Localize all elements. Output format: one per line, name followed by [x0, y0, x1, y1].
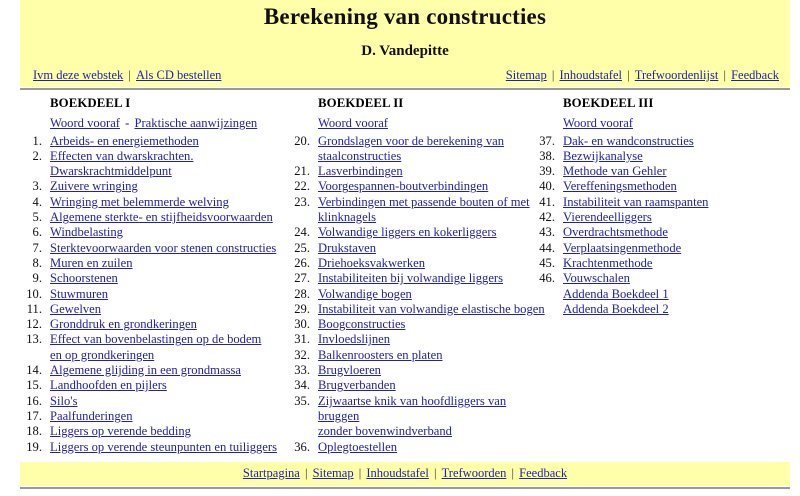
chapter-link-paalfunderingen[interactable]: Paalfunderingen — [50, 408, 133, 423]
chapter-number: 29. — [294, 301, 310, 316]
chapter-item — [22, 409, 307, 424]
chapter-link-dak-en-wandconstructies[interactable]: Dak- en wandconstructies — [563, 133, 694, 148]
chapter-item — [22, 332, 307, 363]
chapter-number: 25. — [294, 240, 310, 255]
addendum-link-addenda-boekdeel-2[interactable]: Addenda Boekdeel 2 — [563, 301, 669, 316]
header-divider — [20, 88, 790, 90]
chapter-number: 18. — [26, 424, 42, 439]
chapter-number: 9. — [32, 271, 42, 286]
chapter-number: 16. — [26, 393, 42, 408]
chapter-number: 38. — [539, 148, 555, 163]
column-title: BOEKDEEL III — [563, 96, 654, 110]
chapter-item — [22, 179, 307, 194]
chapter-link-cont-zonder-bovenwindverband[interactable]: zonder bovenwindverband — [318, 424, 452, 439]
chapter-item — [22, 378, 307, 393]
chapter-item — [290, 241, 545, 256]
chapter-item — [22, 363, 307, 378]
chapter-item — [535, 195, 795, 210]
chapter-list — [22, 134, 307, 455]
chapter-item — [22, 317, 307, 332]
chapter-link-voorgespannen-boutverbindingen[interactable]: Voorgespannen-boutverbindingen — [318, 179, 489, 194]
chapter-item — [290, 394, 545, 440]
chapter-link-effect-van-bovenbelastingen-op-de-bodem[interactable]: Effect van bovenbelastingen op de bodem — [50, 332, 262, 347]
chapter-link-cont-dwarskrachtmiddelpunt[interactable]: Dwarskrachtmiddelpunt — [50, 164, 172, 179]
chapter-link-boogconstructies[interactable]: Boogconstructies — [318, 317, 406, 332]
page-author: D. Vandepitte — [361, 43, 449, 59]
header-navbar — [20, 68, 790, 84]
footer-link-sitemap[interactable]: Sitemap — [312, 466, 354, 480]
chapter-number: 23. — [294, 194, 310, 209]
chapter-number: 21. — [294, 164, 310, 179]
chapter-link-algemene-glijding-in-een-grondmassa[interactable]: Algemene glijding in een grondmassa — [50, 363, 241, 378]
chapter-link-wringing-met-belemmerde-welving[interactable]: Wringing met belemmerde welving — [50, 194, 229, 209]
chapter-item — [22, 271, 307, 286]
header-link-ivm-deze-webstek[interactable]: Ivm deze webstek — [33, 68, 124, 82]
chapter-number: 34. — [294, 378, 310, 393]
chapter-item — [290, 317, 545, 332]
nav-separator: | — [125, 68, 135, 82]
chapter-number: 7. — [32, 240, 42, 255]
preface-link-woord-vooraf[interactable]: Woord vooraf — [563, 116, 633, 131]
chapter-number: 15. — [26, 378, 42, 393]
chapter-link-zijwaartse-knik-van-hoofdliggers-van-brugg[interactable]: Zijwaartse knik van hoofdliggers van bruggen — [318, 393, 507, 423]
chapter-number: 36. — [294, 439, 310, 454]
chapter-link-liggers-op-verende-steunpunten-en-tuiligge[interactable]: Liggers op verende steunpunten en tuiliggers — [50, 439, 277, 454]
chapter-link-sterktevoorwaarden-voor-stenen-constructie[interactable]: Sterktevoorwaarden voor stenen constructies — [50, 240, 277, 255]
chapter-number: 40. — [539, 179, 555, 194]
preface-links — [290, 116, 545, 133]
chapter-item — [290, 134, 545, 165]
chapter-number: 14. — [26, 363, 42, 378]
chapter-item — [535, 179, 795, 194]
chapter-item — [22, 440, 307, 455]
chapter-link-volwandige-liggers-en-kokerliggers[interactable]: Volwandige liggers en kokerliggers — [318, 225, 497, 240]
chapter-link-overdrachtsmethode[interactable]: Overdrachtsmethode — [563, 225, 668, 240]
chapter-item — [290, 348, 545, 363]
header-link-als-cd-bestellen[interactable]: Als CD bestellen — [136, 68, 222, 82]
chapter-item — [290, 363, 545, 378]
column-title: BOEKDEEL II — [318, 96, 404, 110]
chapter-link-liggers-op-verende-bedding[interactable]: Liggers op verende bedding — [50, 424, 191, 439]
header-banner — [20, 0, 790, 87]
chapter-number: 26. — [294, 255, 310, 270]
chapter-link-brugverbanden[interactable]: Brugverbanden — [318, 378, 396, 393]
chapter-number: 30. — [294, 317, 310, 332]
chapter-number: 43. — [539, 225, 555, 240]
chapter-item — [290, 179, 545, 194]
chapter-link-balkenroosters-en-platen[interactable]: Balkenroosters en platen — [318, 347, 443, 362]
chapter-link-oplegtoestellen[interactable]: Oplegtoestellen — [318, 439, 398, 454]
chapter-number: 12. — [26, 317, 42, 332]
chapter-item — [535, 149, 795, 164]
preface-links — [535, 116, 795, 133]
chapter-number: 4. — [32, 194, 42, 209]
chapter-number: 31. — [294, 332, 310, 347]
chapter-item — [22, 394, 307, 409]
footer-divider — [20, 487, 790, 489]
chapter-link-driehoeksvakwerken[interactable]: Driehoeksvakwerken — [318, 255, 426, 270]
footer-link-inhoudstafel[interactable]: Inhoudstafel — [366, 466, 429, 480]
chapter-link-cont-klinknagels[interactable]: klinknagels — [318, 210, 377, 225]
chapter-link-invloedslijnen[interactable]: Invloedslijnen — [318, 332, 391, 347]
chapter-item — [22, 149, 307, 180]
chapter-item — [290, 271, 545, 286]
chapter-link-algemene-sterkte-en-stijfheidsvoorwaarden[interactable]: Algemene sterkte- en stijfheidsvoorwaarden — [50, 210, 273, 225]
chapter-number: 20. — [294, 133, 310, 148]
chapter-item — [535, 225, 795, 240]
chapter-item — [535, 134, 795, 149]
chapter-item — [535, 164, 795, 179]
chapter-number: 3. — [32, 179, 42, 194]
chapter-number: 13. — [26, 332, 42, 347]
column-title: BOEKDEEL I — [50, 96, 131, 110]
chapter-link-vereffeningsmethoden[interactable]: Vereffeningsmethoden — [563, 179, 677, 194]
chapter-number: 32. — [294, 347, 310, 362]
chapter-number: 5. — [32, 210, 42, 225]
chapter-item — [290, 378, 545, 393]
chapter-number: 11. — [26, 301, 42, 316]
chapter-link-arbeids-en-energiemethoden[interactable]: Arbeids- en energiemethoden — [50, 133, 199, 148]
chapter-link-zuivere-wringing[interactable]: Zuivere wringing — [50, 179, 138, 194]
chapter-item — [290, 225, 545, 240]
footer-separator: | — [355, 466, 365, 480]
footer-separator: | — [508, 466, 518, 480]
nav-separator: | — [623, 68, 633, 82]
chapter-link-silo-s[interactable]: Silo's — [50, 393, 78, 408]
chapter-link-methode-van-gehler[interactable]: Methode van Gehler — [563, 164, 667, 179]
column-boekdeel-2 — [290, 96, 545, 455]
preface-separator: - — [121, 116, 133, 131]
chapter-link-landhoofden-en-pijlers[interactable]: Landhoofden en pijlers — [50, 378, 167, 393]
chapter-item — [535, 210, 795, 225]
chapter-number: 1. — [32, 133, 42, 148]
chapter-link-vierendeelliggers[interactable]: Vierendeelliggers — [563, 210, 652, 225]
chapter-number: 39. — [539, 164, 555, 179]
chapter-item — [22, 134, 307, 149]
chapter-link-schoorstenen[interactable]: Schoorstenen — [50, 271, 118, 286]
chapter-number: 6. — [32, 225, 42, 240]
chapter-link-lasverbindingen[interactable]: Lasverbindingen — [318, 164, 403, 179]
footer-separator: | — [430, 466, 440, 480]
chapter-link-drukstaven[interactable]: Drukstaven — [318, 240, 377, 255]
chapter-item — [22, 287, 307, 302]
header-link-sitemap[interactable]: Sitemap — [505, 68, 547, 82]
chapter-link-vouwschalen[interactable]: Vouwschalen — [563, 271, 630, 286]
chapter-item — [290, 302, 545, 317]
footer-link-feedback[interactable]: Feedback — [519, 466, 568, 480]
chapter-item — [290, 332, 545, 347]
header-nav-left — [33, 68, 221, 83]
addendum-row — [535, 287, 795, 302]
chapter-link-instabiliteit-van-volwandige-elastische-bo[interactable]: Instabiliteit van volwandige elastische bogen — [318, 301, 545, 316]
chapter-link-gewelven[interactable]: Gewelven — [50, 301, 102, 316]
chapter-link-brugvloeren[interactable]: Brugvloeren — [318, 363, 381, 378]
chapter-number: 42. — [539, 210, 555, 225]
chapter-link-instabiliteiten-bij-volwandige-liggers[interactable]: Instabiliteiten bij volwandige liggers — [318, 271, 504, 286]
chapter-number: 41. — [539, 194, 555, 209]
chapter-number: 33. — [294, 363, 310, 378]
chapter-link-verplaatsingenmethode[interactable]: Verplaatsingenmethode — [563, 240, 682, 255]
nav-separator: | — [720, 68, 730, 82]
chapter-number: 37. — [539, 133, 555, 148]
preface-link-woord-vooraf[interactable]: Woord vooraf — [318, 116, 388, 131]
footer-banner — [20, 462, 790, 486]
chapter-item — [290, 195, 545, 226]
chapter-item — [290, 164, 545, 179]
chapter-number: 44. — [539, 240, 555, 255]
chapter-number: 22. — [294, 179, 310, 194]
chapter-item — [22, 302, 307, 317]
chapter-number: 19. — [26, 439, 42, 454]
preface-link-praktische-aanwijzingen[interactable]: Praktische aanwijzingen — [134, 116, 258, 131]
header-link-inhoudstafel[interactable]: Inhoudstafel — [559, 68, 622, 82]
chapter-item — [22, 256, 307, 271]
chapter-link-windbelasting[interactable]: Windbelasting — [50, 225, 123, 240]
chapter-link-muren-en-zuilen[interactable]: Muren en zuilen — [50, 255, 133, 270]
header-link-trefwoordenlijst[interactable]: Trefwoordenlijst — [634, 68, 719, 82]
chapter-link-krachtenmethode[interactable]: Krachtenmethode — [563, 255, 653, 270]
header-nav-right — [506, 68, 779, 83]
page-title: Berekening van constructies — [263, 4, 547, 29]
nav-separator: | — [548, 68, 558, 82]
chapter-number: 17. — [26, 408, 42, 423]
chapter-item — [535, 241, 795, 256]
chapter-link-stuwmuren[interactable]: Stuwmuren — [50, 286, 109, 301]
chapter-link-instabiliteit-van-raamspanten[interactable]: Instabiliteit van raamspanten — [563, 194, 709, 209]
addendum-link-addenda-boekdeel-1[interactable]: Addenda Boekdeel 1 — [563, 286, 669, 301]
footer-link-startpagina[interactable]: Startpagina — [242, 466, 300, 480]
chapter-item — [290, 256, 545, 271]
column-boekdeel-1 — [22, 96, 307, 455]
chapter-item — [290, 440, 545, 455]
chapter-number: 46. — [539, 271, 555, 286]
chapter-item — [22, 424, 307, 439]
chapter-link-gronddruk-en-grondkeringen[interactable]: Gronddruk en grondkeringen — [50, 317, 197, 332]
chapter-link-verbindingen-met-passende-bouten-of-met[interactable]: Verbindingen met passende bouten of met — [318, 194, 530, 209]
chapter-link-cont-en-op-grondkeringen[interactable]: en op grondkeringen — [50, 347, 155, 362]
chapter-number: 28. — [294, 286, 310, 301]
chapter-item — [22, 210, 307, 225]
chapter-number: 2. — [32, 148, 42, 163]
chapter-item — [290, 287, 545, 302]
addendum-row — [535, 302, 795, 317]
chapter-item — [535, 256, 795, 271]
chapter-link-volwandige-bogen[interactable]: Volwandige bogen — [318, 286, 412, 301]
preface-link-woord-vooraf[interactable]: Woord vooraf — [50, 116, 120, 131]
column-boekdeel-3 — [535, 96, 795, 317]
contents-area — [0, 96, 800, 456]
chapter-link-effecten-van-dwarskrachten[interactable]: Effecten van dwarskrachten. — [50, 148, 194, 163]
chapter-number: 10. — [26, 286, 42, 301]
chapter-item — [22, 225, 307, 240]
chapter-number: 27. — [294, 271, 310, 286]
preface-links — [22, 116, 307, 133]
header-link-feedback[interactable]: Feedback — [731, 68, 779, 82]
chapter-number: 24. — [294, 225, 310, 240]
chapter-list — [535, 134, 795, 287]
chapter-link-grondslagen-voor-de-berekening-van[interactable]: Grondslagen voor de berekening van — [318, 133, 505, 148]
chapter-list — [290, 134, 545, 455]
chapter-link-cont-staalconstructies[interactable]: staalconstructies — [318, 148, 402, 163]
chapter-number: 35. — [294, 393, 310, 408]
chapter-number: 8. — [32, 255, 42, 270]
chapter-item — [22, 195, 307, 210]
footer-nav — [20, 462, 790, 481]
footer-separator: | — [301, 466, 311, 480]
chapter-item — [22, 241, 307, 256]
chapter-link-bezwijkanalyse[interactable]: Bezwijkanalyse — [563, 148, 643, 163]
footer-link-trefwoorden[interactable]: Trefwoorden — [441, 466, 507, 480]
chapter-number: 45. — [539, 255, 555, 270]
chapter-item — [535, 271, 795, 286]
